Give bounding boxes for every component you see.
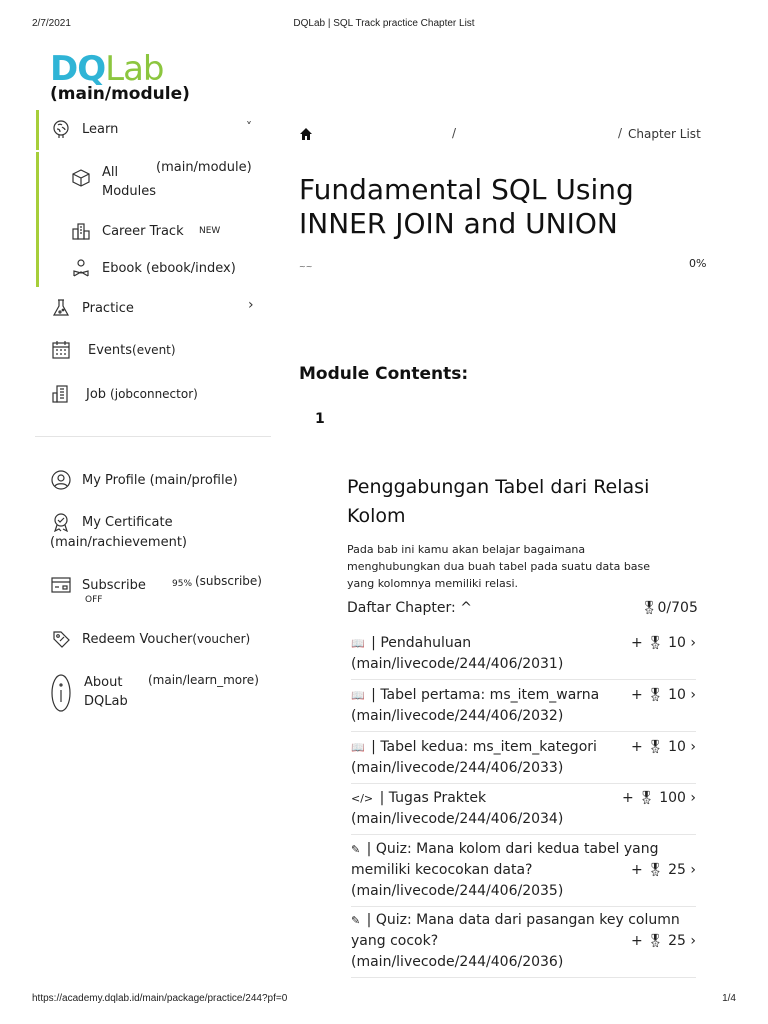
sidebar-item-label: Ebook (ebook/index) — [102, 260, 236, 276]
city-icon — [70, 220, 92, 242]
list-divider — [351, 834, 696, 835]
sidebar-item-career-track[interactable] — [70, 220, 184, 242]
chevron-right-icon[interactable]: › — [690, 862, 696, 878]
user-icon — [50, 469, 72, 491]
item-title: | Tabel kedua: ms_item_kategori — [371, 739, 597, 755]
subscribe-off: OFF — [85, 595, 103, 605]
sidebar-item-my-profile[interactable] — [50, 469, 238, 491]
events-route: (event) — [132, 343, 176, 357]
sidebar-item-label: Practice — [82, 300, 134, 316]
chapter-list-toggle[interactable]: Daftar Chapter: ^ — [347, 600, 472, 616]
breadcrumb-separator: / — [452, 126, 457, 140]
sidebar-item-label: Redeem Voucher — [82, 631, 193, 647]
chapter-total-points: 🎖0/705 — [641, 600, 698, 616]
item-route: (main/livecode/244/406/2031) — [351, 656, 564, 672]
page-title: Fundamental SQL Using INNER JOIN and UNION — [299, 173, 634, 240]
print-page-number: 1/4 — [722, 993, 736, 1004]
print-url: https://academy.dqlab.id/main/package/practice/244?pf=0 — [32, 993, 288, 1004]
item-title: | Quiz: Mana kolom dari kedua tabel yang — [366, 841, 659, 857]
logo-route: (main/module) — [50, 84, 190, 104]
medal-icon: 🎖 — [641, 601, 658, 616]
sidebar-item-redeem-voucher[interactable] — [50, 628, 250, 650]
book-icon: 📖 — [351, 741, 365, 754]
calendar-icon — [50, 339, 72, 361]
all-modules-route: (main/module) — [156, 160, 252, 175]
home-icon[interactable] — [299, 127, 313, 141]
code-icon: </> — [351, 792, 374, 805]
sidebar-item-label: Career Track — [102, 223, 184, 239]
item-points: + 🎖 10 › — [631, 737, 696, 758]
chevron-right-icon[interactable]: › — [690, 790, 696, 806]
breadcrumb-separator: / — [618, 126, 623, 140]
sidebar-item-subscribe[interactable] — [50, 574, 146, 596]
redeem-route: (voucher) — [192, 632, 251, 646]
book-icon: 📖 — [351, 689, 365, 702]
breadcrumb-current: Chapter List — [628, 127, 701, 141]
item-title-cont: memiliki kecocokan data? — [351, 862, 533, 878]
chevron-right-icon[interactable]: › — [690, 933, 696, 949]
learn-active-bar — [36, 110, 39, 150]
item-route: (main/livecode/244/406/2034) — [351, 811, 564, 827]
progress-indicator: ~~ — [299, 262, 313, 271]
module-contents-heading: Module Contents: — [299, 364, 469, 384]
item-route: (main/livecode/244/406/2032) — [351, 708, 564, 724]
medal-icon: 🎖 — [647, 934, 664, 949]
sidebar-item-label: My Certificate — [82, 514, 173, 530]
sidebar-item-about[interactable] — [50, 673, 128, 713]
list-divider — [351, 731, 696, 732]
chevron-right-icon[interactable]: › — [690, 739, 696, 755]
item-points: + 🎖 25 › — [631, 931, 696, 952]
certificate-icon — [50, 511, 72, 533]
item-points: + 🎖 10 › — [631, 633, 696, 654]
chevron-right-icon[interactable]: › — [690, 687, 696, 703]
sidebar-item-events[interactable] — [50, 339, 176, 361]
list-item[interactable] — [351, 839, 696, 902]
reader-icon — [70, 257, 92, 279]
sidebar-item-label: My Profile (main/profile) — [82, 472, 238, 488]
voucher-icon — [50, 628, 72, 650]
list-item[interactable] — [351, 788, 696, 830]
list-item[interactable] — [351, 737, 696, 779]
list-item[interactable] — [351, 685, 696, 727]
item-title: | Tabel pertama: ms_item_warna — [371, 687, 600, 703]
item-points: + 🎖 10 › — [631, 685, 696, 706]
module-box-icon — [70, 167, 92, 189]
brain-icon — [50, 118, 72, 140]
print-title: DQLab | SQL Track practice Chapter List — [293, 18, 475, 29]
info-icon — [50, 673, 72, 713]
print-date: 2/7/2021 — [32, 18, 71, 29]
submenu-bar — [36, 152, 39, 287]
progress-percent: 0% — [689, 257, 707, 270]
chevron-right-icon[interactable]: › — [248, 297, 254, 313]
sidebar-item-label: Modules — [102, 184, 157, 199]
sidebar-divider — [35, 436, 271, 437]
item-points: + 🎖 100 › — [622, 788, 696, 809]
sidebar-item-label: Job — [86, 386, 107, 402]
list-divider — [351, 783, 696, 784]
medal-icon: 🎖 — [647, 636, 664, 651]
sidebar-item-label: Learn — [82, 121, 119, 137]
item-route: (main/livecode/244/406/2033) — [351, 760, 564, 776]
sidebar-item-ebook[interactable] — [70, 257, 236, 279]
sidebar-item-learn[interactable] — [50, 118, 118, 140]
building-icon — [50, 383, 72, 405]
sidebar-item-label: Events — [88, 342, 133, 358]
book-icon: 📖 — [351, 637, 365, 650]
sidebar-item-label: DQLab — [84, 694, 128, 709]
list-item[interactable] — [351, 633, 696, 675]
about-route: (main/learn_more) — [148, 673, 259, 687]
item-title: | Pendahuluan — [371, 635, 472, 651]
list-item[interactable] — [351, 910, 696, 973]
list-divider — [351, 679, 696, 680]
subscribe-discount: 95% — [172, 579, 193, 589]
chevron-down-icon[interactable]: ˅ — [246, 120, 252, 134]
certificate-route: (main/rachievement) — [50, 535, 188, 550]
quiz-icon: ✎ — [351, 843, 361, 856]
item-route: (main/livecode/244/406/2036) — [351, 954, 564, 970]
item-title: | Quiz: Mana data dari pasangan key column — [366, 912, 680, 928]
medal-icon: 🎖 — [638, 791, 655, 806]
card-icon — [50, 574, 72, 596]
sidebar-item-label: About — [84, 675, 123, 690]
list-divider — [351, 977, 696, 978]
item-title: | Tugas Praktek — [379, 790, 487, 806]
medal-icon: 🎖 — [647, 688, 664, 703]
sidebar-item-job[interactable] — [50, 383, 198, 405]
chevron-right-icon[interactable]: › — [690, 635, 696, 651]
quiz-icon: ✎ — [351, 914, 361, 927]
item-title-cont: yang cocok? — [351, 933, 439, 949]
dqlab-logo[interactable]: DQLab — [50, 49, 164, 89]
flask-icon — [50, 297, 72, 319]
medal-icon: 🎖 — [647, 863, 664, 878]
medal-icon: 🎖 — [647, 740, 664, 755]
module-number: 1 — [315, 411, 325, 427]
sidebar-item-all-modules[interactable] — [70, 163, 156, 201]
job-route: (jobconnector) — [110, 387, 198, 401]
chapter-title: Penggabungan Tabel dari Relasi Kolom — [347, 476, 650, 527]
subscribe-route: (subscribe) — [195, 574, 262, 588]
item-route: (main/livecode/244/406/2035) — [351, 883, 564, 899]
sidebar-item-label: All — [102, 165, 119, 180]
list-divider — [351, 906, 696, 907]
new-badge: NEW — [199, 226, 221, 236]
sidebar-item-my-certificate[interactable] — [50, 511, 173, 533]
sidebar-item-practice[interactable] — [50, 297, 134, 319]
item-points: + 🎖 25 › — [631, 860, 696, 881]
chapter-description: Pada bab ini kamu akan belajar bagaimana menghubungkan dua buah tabel pada suatu data base yang kolomnya memiliki relasi. — [347, 543, 651, 590]
sidebar-item-label: Subscribe — [82, 577, 146, 593]
